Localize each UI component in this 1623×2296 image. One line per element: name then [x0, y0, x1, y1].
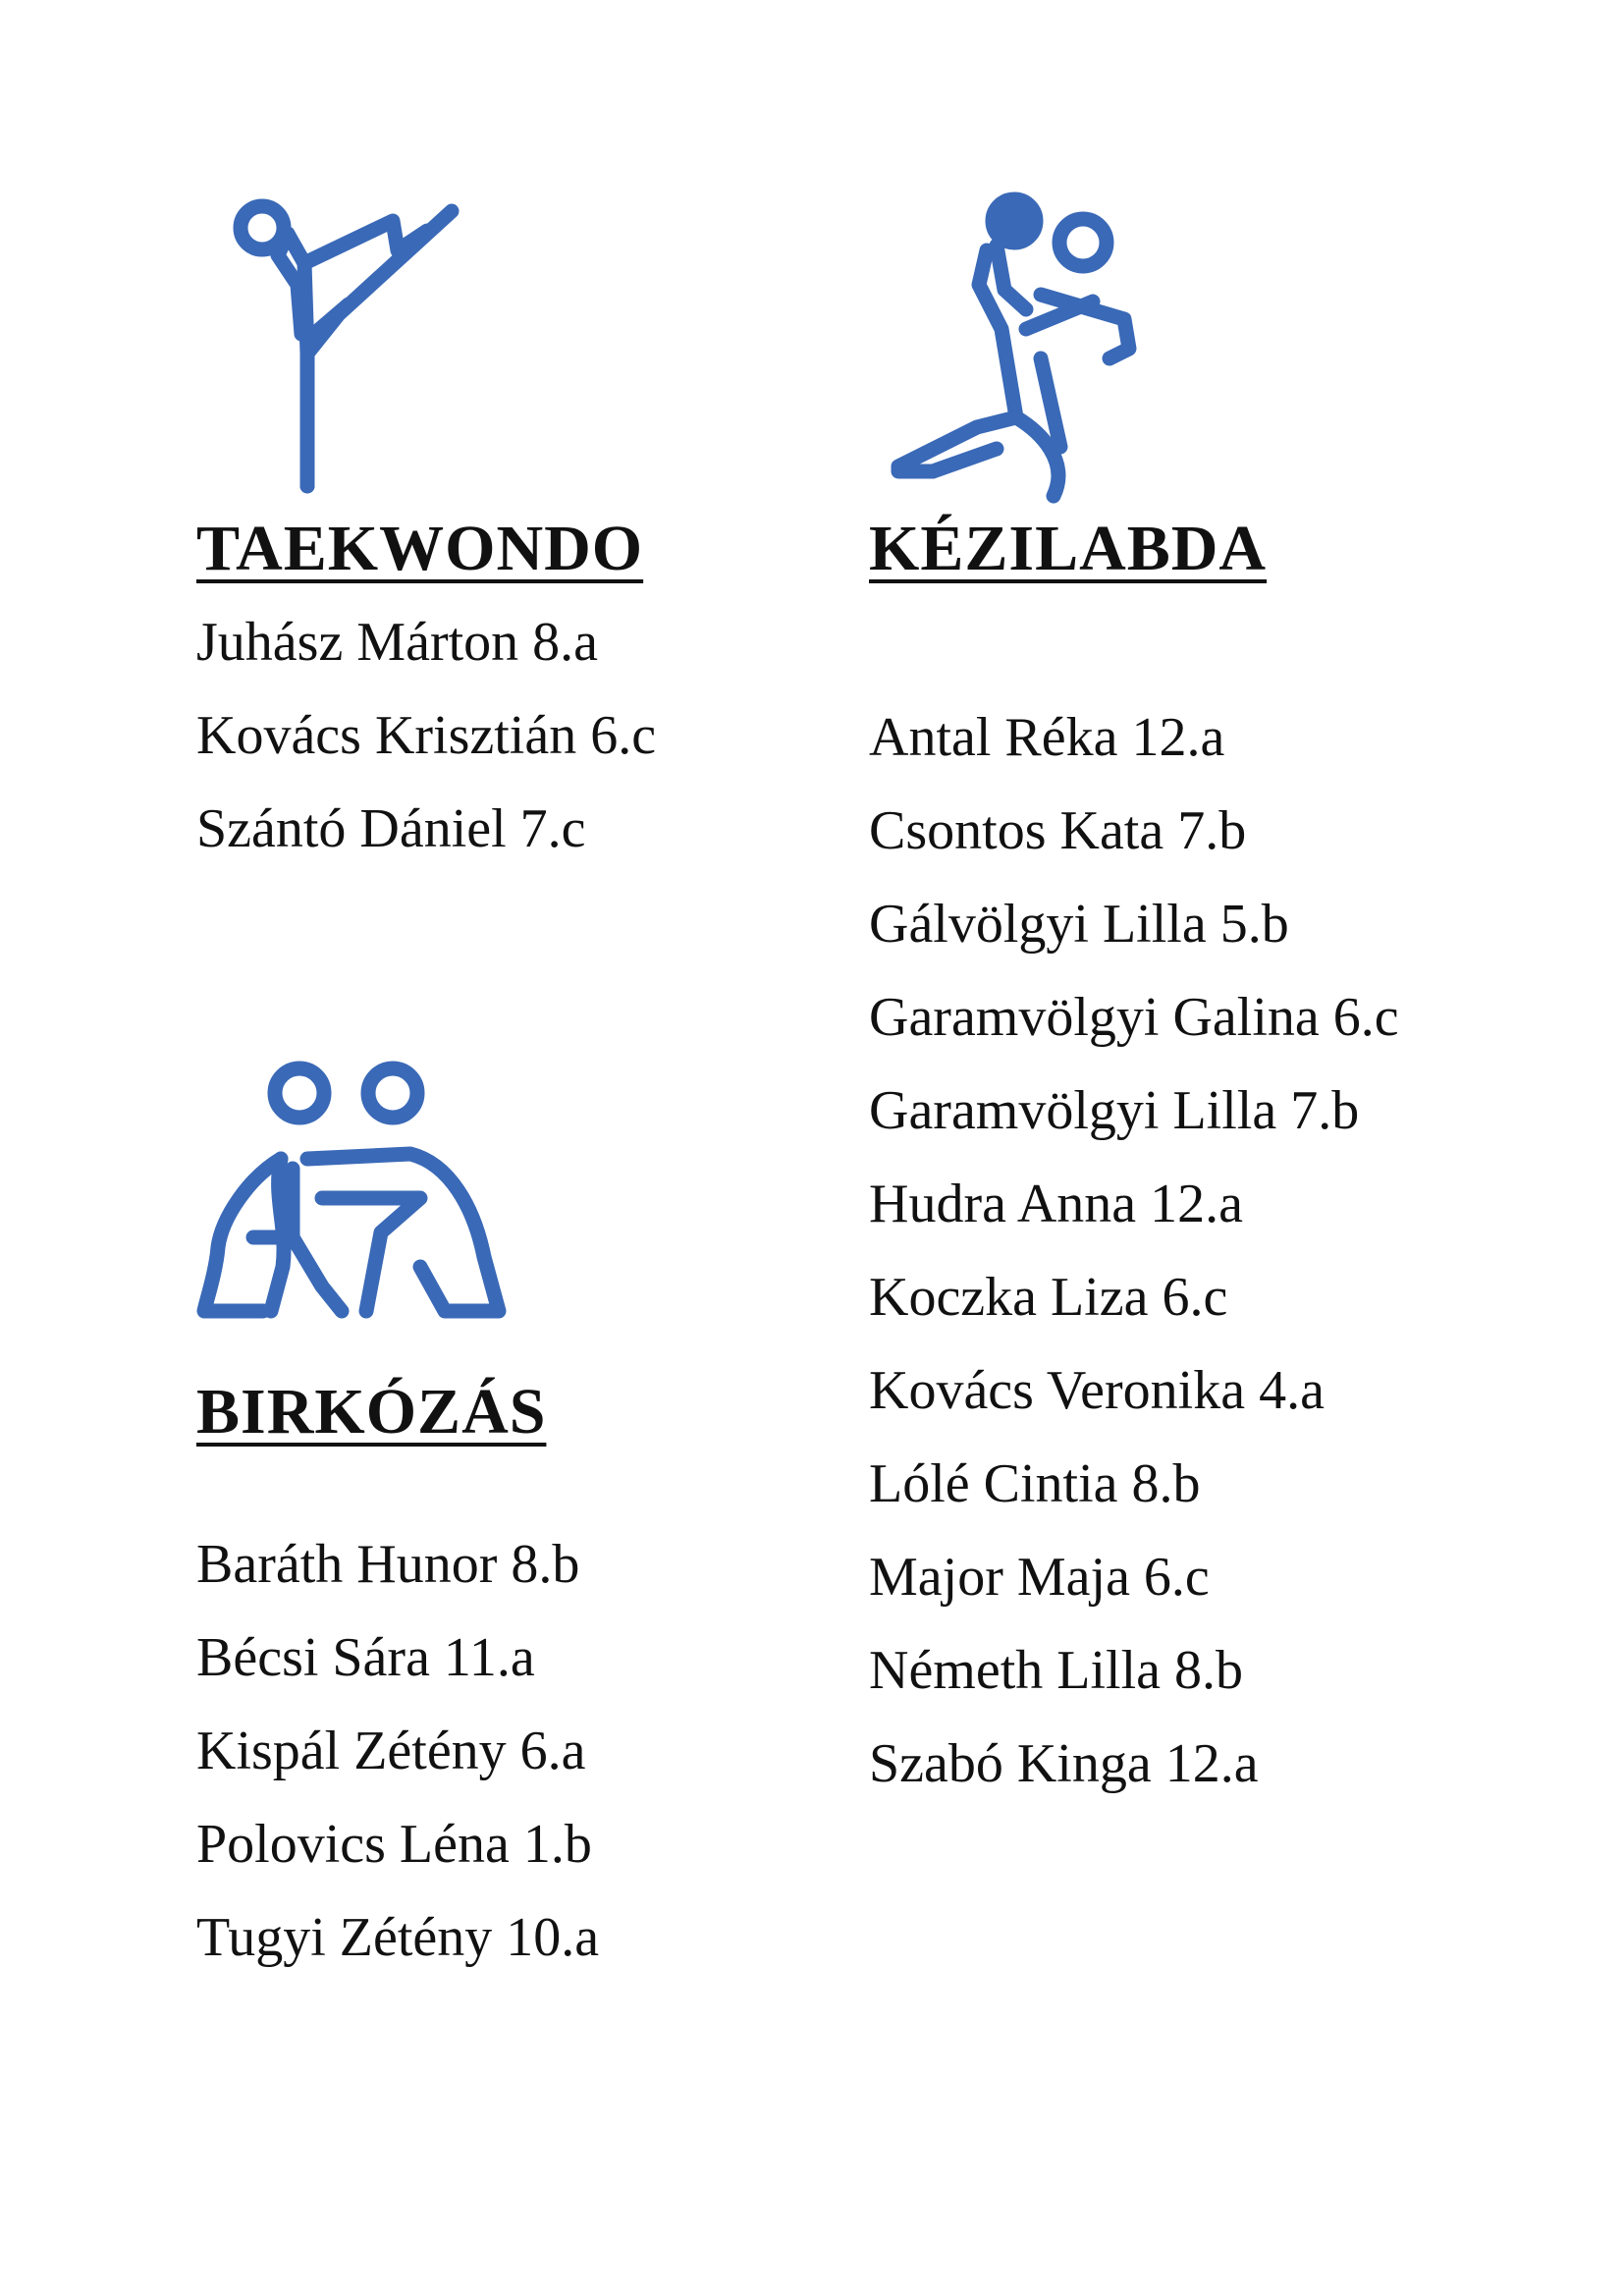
list-item: Kovács Veronika 4.a: [869, 1360, 1325, 1421]
list-item: Garamvölgyi Lilla 7.b: [869, 1080, 1360, 1141]
member-list-birkozas: [196, 1518, 599, 1985]
list-item: Kovács Krisztián 6.c: [196, 705, 657, 766]
wrestling-icon: [194, 1061, 509, 1326]
list-item: Szántó Dániel 7.c: [196, 798, 586, 859]
list-item: Juhász Márton 8.a: [196, 612, 599, 673]
list-item: Németh Lilla 8.b: [869, 1640, 1244, 1701]
list-item: Kispál Zétény 6.a: [196, 1721, 586, 1781]
list-item: Koczka Liza 6.c: [869, 1267, 1228, 1328]
list-item: Polovics Léna 1.b: [196, 1814, 592, 1875]
taekwondo-kick-icon: [221, 187, 476, 506]
member-list-taekwondo: [196, 596, 656, 876]
section-title-birkozas: BIRKÓZÁS: [196, 1376, 547, 1448]
list-item: Szabó Kinga 12.a: [869, 1733, 1259, 1794]
list-item: Csontos Kata 7.b: [869, 800, 1247, 861]
section-title-taekwondo: TAEKWONDO: [196, 513, 644, 584]
list-item: Hudra Anna 12.a: [869, 1174, 1244, 1234]
list-item: Major Maja 6.c: [869, 1547, 1210, 1608]
section-title-kezilabda: KÉZILABDA: [869, 513, 1268, 584]
list-item: Bécsi Sára 11.a: [196, 1627, 535, 1688]
list-item: Lólé Cintia 8.b: [869, 1453, 1201, 1514]
list-item: Antal Réka 12.a: [869, 707, 1225, 768]
list-item: Tugyi Zétény 10.a: [196, 1907, 600, 1968]
list-item: Garamvölgyi Galina 6.c: [869, 987, 1399, 1048]
member-list-kezilabda: [869, 691, 1399, 1811]
handball-player-icon: [869, 191, 1178, 506]
list-item: Baráth Hunor 8.b: [196, 1534, 580, 1595]
list-item: Gálvölgyi Lilla 5.b: [869, 894, 1289, 955]
